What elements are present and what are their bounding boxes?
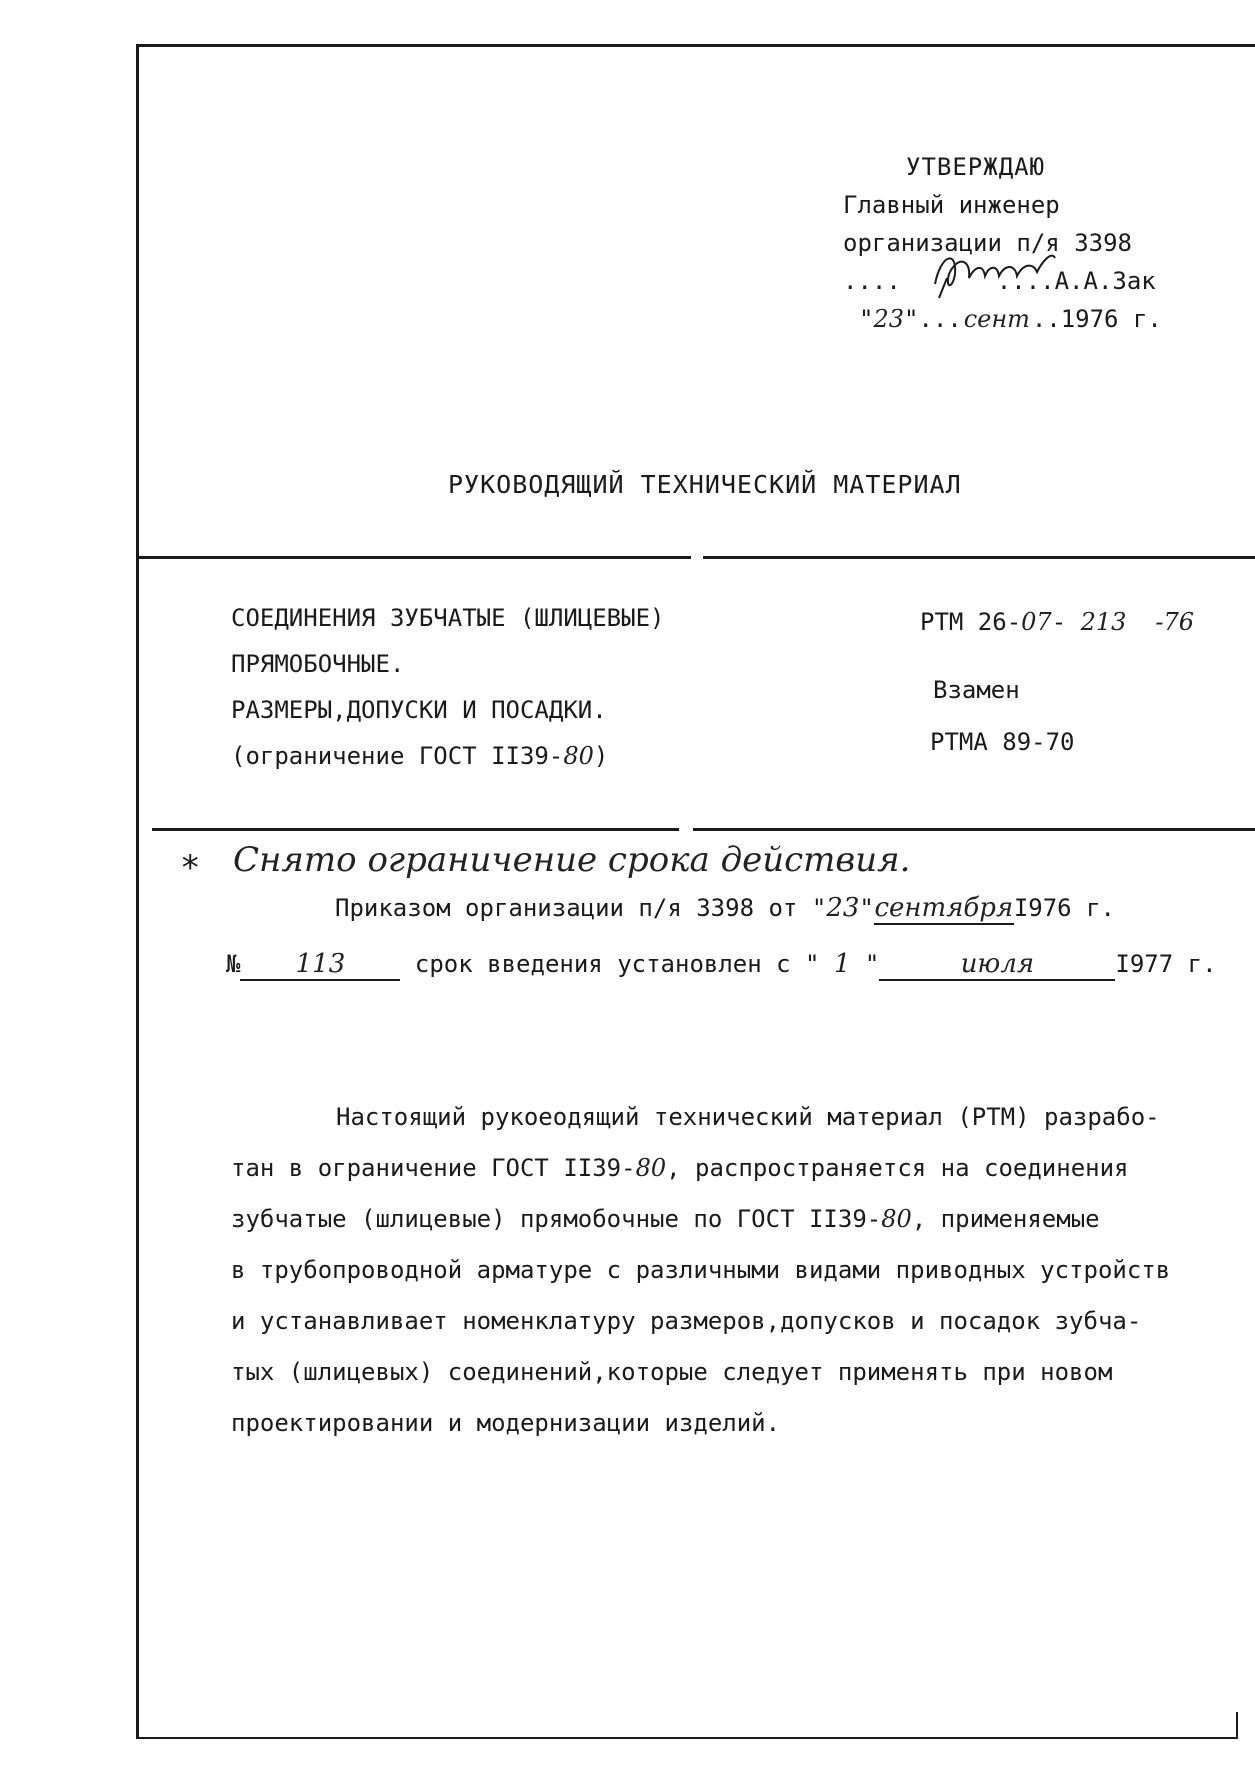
signatory-name: А.А.Зак <box>1054 267 1156 295</box>
signature-dots: .... <box>843 267 901 295</box>
approval-date-year: ..1976 г. <box>1031 305 1162 333</box>
date-dots: ... <box>918 305 962 333</box>
approval-organization: организации п/я 3398 <box>843 229 1132 257</box>
date-close-quote: " <box>904 305 919 333</box>
title-line-1: СОЕДИНЕНИЯ ЗУБЧАТЫЕ (ШЛИЦЕВЫЕ) <box>231 604 665 632</box>
approval-date-line <box>843 300 1162 338</box>
title-line-3: РАЗМЕРЫ,ДОПУСКИ И ПОСАДКИ. <box>231 696 607 724</box>
page-frame-top-border <box>138 44 1255 47</box>
page-frame-left-border <box>136 44 139 1739</box>
body-line-2-a: тан в ограничение ГОСТ II39- <box>231 1154 636 1182</box>
page-frame-bottom-border <box>138 1737 1238 1739</box>
handwritten-note: Снято ограничение срока действия. <box>233 840 911 880</box>
order-line-1-prefix: Приказом организации п/я 3398 от " <box>335 894 827 922</box>
approval-block <box>843 148 1162 338</box>
title-line-2: ПРЯМОБОЧНЫЕ. <box>231 650 405 678</box>
order-number-field <box>240 949 400 981</box>
designation-dash: - <box>1051 608 1081 636</box>
date-open-quote: " <box>859 305 874 333</box>
body-paragraph <box>231 1092 1241 1449</box>
title-line-4 <box>231 733 664 779</box>
order-line-1 <box>335 893 1115 925</box>
designation-space <box>1126 608 1155 636</box>
signature-dots-after: .... <box>996 267 1055 295</box>
order-line-2-quote: " <box>850 950 880 978</box>
document-title <box>231 595 664 779</box>
effective-date-month: июля <box>960 949 1035 979</box>
effective-date-year: I977 г. <box>1115 950 1217 978</box>
order-date-day: 23 <box>826 893 860 923</box>
body-line-2 <box>231 1143 1241 1194</box>
body-line-1: Настоящий рукоеодящий технический материал (РТМ) разрабо- <box>336 1103 1160 1131</box>
title-line-4-prefix: (ограничение ГОСТ II39- <box>231 742 564 770</box>
designation-prefix: РТМ 26- <box>920 608 1022 636</box>
title-line-4-handwritten: 80 <box>563 742 594 770</box>
replaces-block <box>930 664 1075 768</box>
order-number-label: № <box>226 950 241 978</box>
order-date-month: сентября <box>874 893 1014 923</box>
body-line-4: в трубопроводной арматуре с различными видами приводных устройств <box>231 1256 1171 1284</box>
approval-date-month: сент <box>963 305 1030 333</box>
title-line-4-suffix: ) <box>593 742 609 770</box>
order-line-2-text: срок введения установлен с " <box>400 950 834 978</box>
document-type-heading: РУКОВОДЯЩИЙ ТЕХНИЧЕСКИЙ МАТЕРИАЛ <box>448 470 962 499</box>
note-star: * <box>180 848 201 888</box>
replaces-value: РТМА 89-70 <box>930 728 1075 756</box>
order-line-1-quote: " <box>859 894 874 922</box>
body-line-2-b: , распространяется на соединения <box>666 1154 1129 1182</box>
handwritten-signature-icon <box>927 244 1067 300</box>
body-line-3-a: зубчатые (шлицевые) прямобочные по ГОСТ II39- <box>231 1205 882 1233</box>
bottom-rule-left <box>152 828 679 831</box>
body-line-2-handwritten: 80 <box>635 1154 667 1182</box>
top-rule-left <box>138 556 691 559</box>
body-line-3 <box>231 1194 1241 1245</box>
body-line-6: тых (шлицевых) соединений,которые следует применять при новом <box>231 1358 1113 1386</box>
order-date-year: I976 г. <box>1013 894 1115 922</box>
bottom-rule-right <box>693 828 1255 831</box>
approval-heading: УТВЕРЖДАЮ <box>906 153 1046 181</box>
page-frame-corner-mark <box>1236 1712 1238 1738</box>
body-line-7: проектировании и модернизации изделий. <box>231 1409 781 1437</box>
approval-position: Главный инженер <box>843 191 1060 219</box>
body-line-3-b: , применяемые <box>911 1205 1100 1233</box>
document-designation <box>920 608 1194 636</box>
body-line-5: и устанавливает номенклатуру размеров,допусков и посадок зубча- <box>231 1307 1142 1335</box>
order-number: 113 <box>295 949 346 979</box>
effective-month-field <box>879 949 1115 981</box>
replaces-label: Взамен <box>933 676 1020 704</box>
approval-signature-line <box>843 262 1162 300</box>
effective-date-day: 1 <box>833 949 851 979</box>
designation-handwritten-1: 07 <box>1021 608 1052 636</box>
order-month-field <box>874 893 1014 925</box>
approval-date-day: 23 <box>873 305 904 333</box>
body-line-3-handwritten: 80 <box>881 1205 912 1233</box>
order-line-2 <box>226 949 1217 981</box>
designation-handwritten-3: -76 <box>1155 608 1194 636</box>
top-rule-right <box>703 556 1255 559</box>
designation-handwritten-2: 213 <box>1080 608 1127 636</box>
